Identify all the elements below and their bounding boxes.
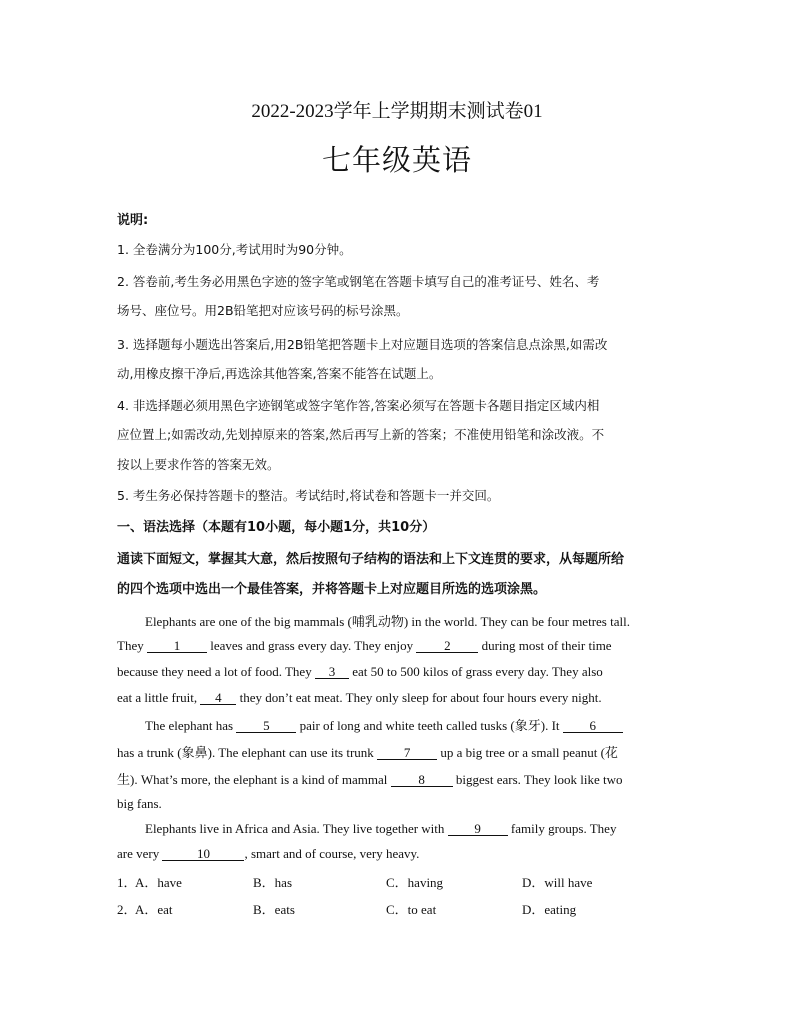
note-line: 3. 选择题每小题选出答案后,用2B铅笔把答题卡上对应题目选项的答案信息点涂黑,如需改: [117, 337, 608, 352]
notes-heading: 说明:: [117, 213, 149, 228]
passage-text: up a big tree or a small peanut (花: [437, 745, 618, 760]
passage-text: eat a little fruit,: [117, 690, 201, 705]
option-a[interactable]: A．have: [135, 875, 182, 890]
passage-text: are very: [117, 846, 163, 861]
passage-text: family groups. They: [507, 821, 617, 836]
passage-line: [145, 821, 616, 837]
option-c[interactable]: C．to eat: [386, 902, 437, 917]
blank-5: 5: [236, 719, 296, 733]
passage-line: [117, 690, 602, 706]
option-b[interactable]: B．has: [253, 875, 293, 890]
note-line: 按以上要求作答的答案无效。: [117, 457, 280, 472]
blank-1: 1: [147, 639, 207, 653]
instruction-line: 的四个选项中选出一个最佳答案，并将答题卡上对应题目所选的选项涂黑。: [117, 582, 547, 597]
exam-subtitle: 七年级英语: [321, 143, 472, 177]
passage-line: [117, 769, 622, 788]
option-d[interactable]: D．eating: [522, 902, 577, 917]
passage-line: Elephants are one of the big mammals (哺乳动物) in the world. They can be four metres tall.: [145, 614, 630, 629]
passage-text: because they need a lot of food. They: [117, 664, 315, 679]
note-line: 应位置上;如需改动,先划掉原来的答案,然后再写上新的答案；不准使用铅笔和涂改液。不: [117, 427, 605, 442]
passage-text: pair of long and white teeth called tusks (象牙). It: [296, 718, 563, 733]
passage-line: [117, 664, 603, 680]
passage-text: 生). What’s more, the elephant is a kind of mammal: [117, 772, 391, 787]
question-number: 1．: [117, 875, 137, 890]
blank-9: 9: [448, 822, 508, 836]
blank-2: 2: [416, 639, 478, 653]
passage-text: They: [117, 638, 147, 653]
exam-title: 2022-2023学年上学期期末测试卷01: [251, 101, 543, 122]
question-number: 2．: [117, 902, 137, 917]
passage-text: eat 50 to 500 kilos of grass every day. They also: [348, 664, 603, 679]
passage-text: biggest ears. They look like two: [452, 772, 623, 787]
blank-7: 7: [377, 746, 437, 760]
option-c[interactable]: C．having: [386, 875, 444, 890]
passage-line: [117, 742, 618, 761]
note-line: 1. 全卷满分为100分,考试用时为90分钟。: [117, 242, 352, 257]
blank-6: 6: [563, 719, 623, 733]
note-line: 动,用橡皮擦干净后,再选涂其他答案,答案不能答在试题上。: [117, 366, 442, 381]
blank-8: 8: [391, 773, 453, 787]
passage-text: Elephants live in Africa and Asia. They live together with: [145, 821, 448, 836]
blank-4: 4: [200, 691, 236, 705]
section-heading: 一、语法选择（本题有10小题，每小题1分，共10分）: [117, 520, 436, 535]
note-line: 4. 非选择题必须用黑色字迹钢笔或签字笔作答,答案必须写在答题卡各题目指定区域内相: [117, 398, 600, 413]
instruction-line: 通读下面短文，掌握其大意，然后按照句子结构的语法和上下文连贯的要求，从每题所给: [117, 552, 625, 567]
passage-line: big fans.: [117, 796, 162, 811]
note-line: 2. 答卷前,考生务必用黑色字迹的签字笔或钢笔在答题卡填写自己的准考证号、姓名、考: [117, 274, 600, 289]
passage-line: [145, 715, 623, 734]
passage-text: The elephant has: [145, 718, 237, 733]
blank-3: 3: [315, 665, 349, 679]
passage-line: [117, 638, 612, 654]
option-b[interactable]: B．eats: [253, 902, 295, 917]
passage-text: , smart and of course, very heavy.: [244, 846, 420, 861]
note-line: 5. 考生务必保持答题卡的整洁。考试结时,将试卷和答题卡一并交回。: [117, 488, 500, 503]
blank-10: 10: [162, 847, 244, 861]
option-d[interactable]: D．will have: [522, 875, 593, 890]
passage-text: leaves and grass every day. They enjoy: [206, 638, 417, 653]
note-line: 场号、座位号。用2B铅笔把对应该号码的标号涂黑。: [117, 303, 409, 318]
passage-text: has a trunk (象鼻). The elephant can use its trunk: [117, 745, 378, 760]
passage-text: they don’t eat meat. They only sleep for about four hours every night.: [236, 690, 602, 705]
passage-text: during most of their time: [478, 638, 612, 653]
passage-line: [117, 846, 419, 862]
option-a[interactable]: A．eat: [135, 902, 173, 917]
